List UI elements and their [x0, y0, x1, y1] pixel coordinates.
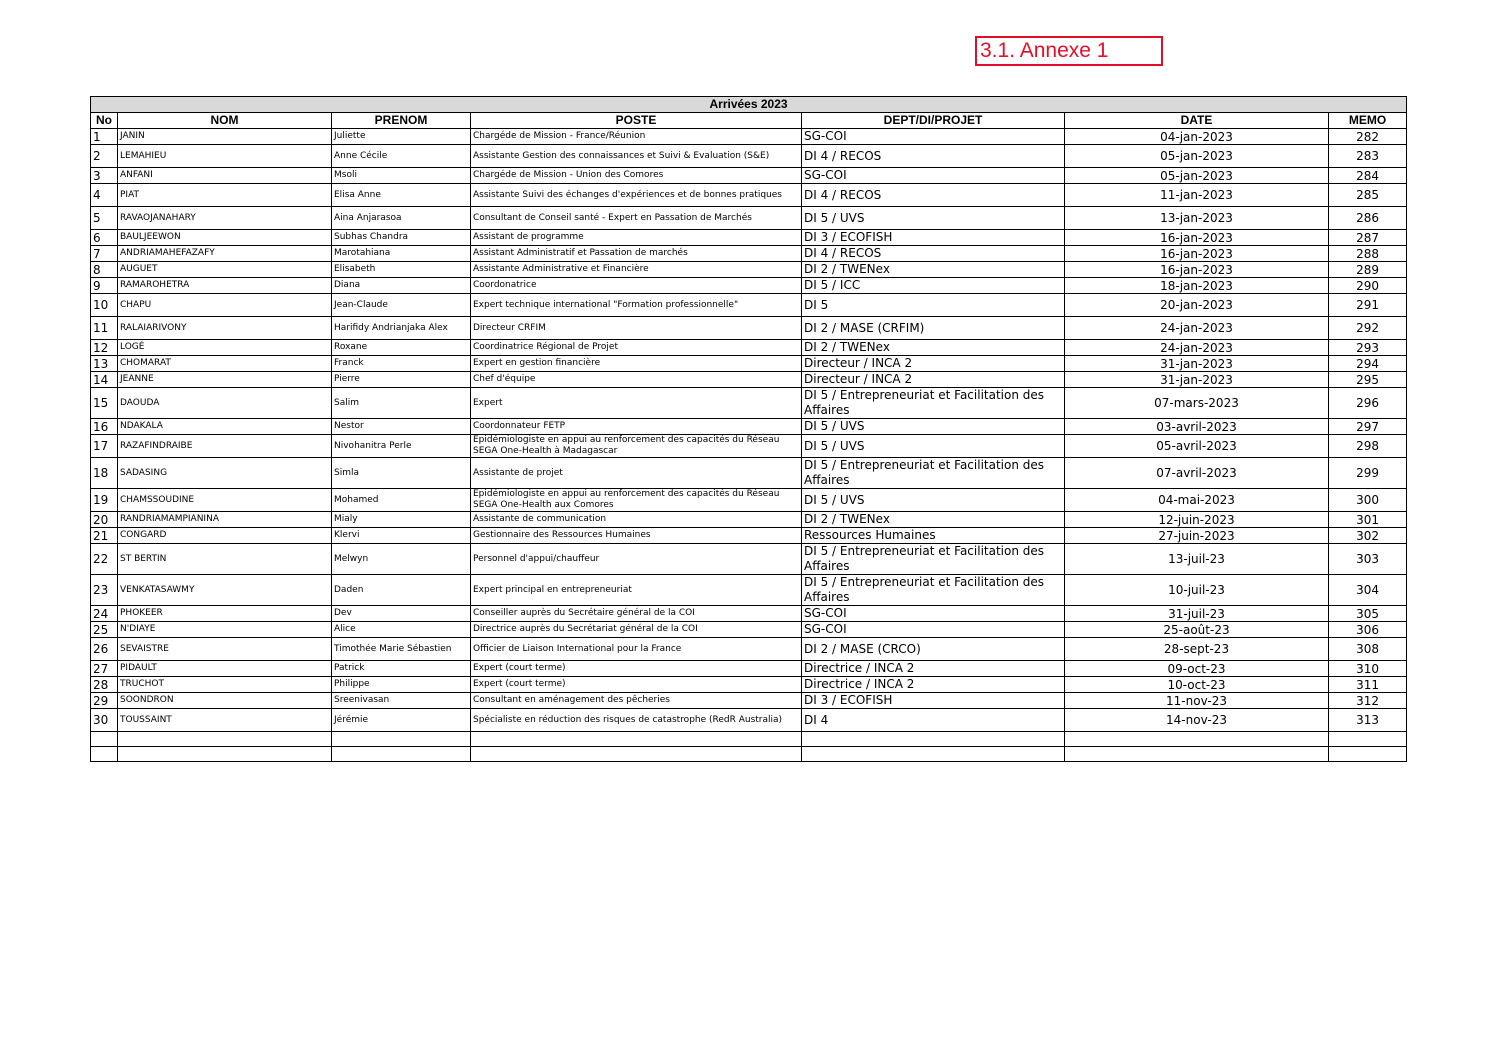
cell-nom: CHAPU [118, 294, 332, 317]
empty-cell [1329, 747, 1407, 762]
cell-nom: CHOMARAT [118, 356, 332, 372]
cell-no: 9 [91, 278, 118, 294]
cell-date: 16-jan-2023 [1065, 246, 1329, 262]
cell-poste: Consultant en aménagement des pêcheries [471, 693, 802, 709]
table-row [91, 340, 1407, 356]
cell-memo: 302 [1329, 528, 1407, 544]
table-row [91, 677, 1407, 693]
cell-memo: 288 [1329, 246, 1407, 262]
cell-memo: 295 [1329, 372, 1407, 388]
cell-no: 30 [91, 709, 118, 732]
cell-date: 31-juil-23 [1065, 606, 1329, 622]
table-row [91, 693, 1407, 709]
cell-nom: DAOUDA [118, 388, 332, 419]
cell-nom: RAVAOJANAHARY [118, 207, 332, 230]
cell-no: 24 [91, 606, 118, 622]
cell-prenom: Elisa Anne [332, 184, 471, 207]
cell-dept: DI 5 / UVS [802, 419, 1065, 435]
cell-memo: 311 [1329, 677, 1407, 693]
cell-poste: Assistante Gestion des connaissances et Suivi & Evaluation (S&E) [471, 145, 802, 168]
cell-nom: SOONDRON [118, 693, 332, 709]
cell-nom: CONGARD [118, 528, 332, 544]
cell-date: 04-mai-2023 [1065, 489, 1329, 512]
cell-memo: 296 [1329, 388, 1407, 419]
cell-prenom: Melwyn [332, 544, 471, 575]
cell-poste: Coordinatrice Régional de Projet [471, 340, 802, 356]
arrivals-table [90, 96, 1407, 762]
cell-date: 13-jan-2023 [1065, 207, 1329, 230]
cell-dept: DI 2 / TWENex [802, 512, 1065, 528]
empty-cell [332, 747, 471, 762]
cell-nom: JANIN [118, 129, 332, 145]
cell-memo: 282 [1329, 129, 1407, 145]
cell-dept: DI 5 / UVS [802, 435, 1065, 458]
cell-no: 10 [91, 294, 118, 317]
cell-no: 17 [91, 435, 118, 458]
cell-date: 12-juin-2023 [1065, 512, 1329, 528]
cell-date: 25-août-23 [1065, 622, 1329, 638]
empty-row [91, 747, 1407, 762]
cell-poste: Consultant de Conseil santé - Expert en Passation de Marchés [471, 207, 802, 230]
cell-poste: Spécialiste en réduction des risques de catastrophe (RedR Australia) [471, 709, 802, 732]
cell-dept: DI 2 / TWENex [802, 262, 1065, 278]
cell-no: 19 [91, 489, 118, 512]
cell-dept: DI 4 / RECOS [802, 184, 1065, 207]
cell-date: 16-jan-2023 [1065, 262, 1329, 278]
cell-memo: 313 [1329, 709, 1407, 732]
cell-poste: Expert [471, 388, 802, 419]
cell-dept: DI 5 / UVS [802, 207, 1065, 230]
table-row [91, 207, 1407, 230]
cell-poste: Epidémiologiste en appui au renforcement des capacités du Réseau SEGA One-Health à Madagascar [471, 435, 802, 458]
cell-date: 24-jan-2023 [1065, 317, 1329, 340]
cell-poste: Expert (court terme) [471, 677, 802, 693]
cell-poste: Expert en gestion financière [471, 356, 802, 372]
cell-prenom: Diana [332, 278, 471, 294]
cell-prenom: Mohamed [332, 489, 471, 512]
annex-label: 3.1. Annexe 1 [975, 36, 1163, 66]
cell-no: 22 [91, 544, 118, 575]
table-row [91, 372, 1407, 388]
cell-poste: Chargéde de Mission - Union des Comores [471, 168, 802, 184]
cell-dept: DI 4 / RECOS [802, 145, 1065, 168]
cell-no: 6 [91, 230, 118, 246]
cell-memo: 306 [1329, 622, 1407, 638]
table-body [91, 129, 1407, 762]
cell-memo: 300 [1329, 489, 1407, 512]
cell-no: 14 [91, 372, 118, 388]
cell-dept: DI 3 / ECOFISH [802, 230, 1065, 246]
cell-prenom: Simla [332, 458, 471, 489]
cell-dept: DI 5 / Entrepreneuriat et Facilitation des Affaires [802, 458, 1065, 489]
cell-memo: 291 [1329, 294, 1407, 317]
cell-dept: DI 5 / UVS [802, 489, 1065, 512]
cell-memo: 290 [1329, 278, 1407, 294]
cell-poste: Assistante Suivi des échanges d'expériences et de bonnes pratiques [471, 184, 802, 207]
cell-date: 11-jan-2023 [1065, 184, 1329, 207]
table-row [91, 294, 1407, 317]
cell-no: 26 [91, 638, 118, 661]
cell-poste: Epidémiologiste en appui au renforcement des capacités du Réseau SEGA One-Health aux Comores [471, 489, 802, 512]
cell-memo: 292 [1329, 317, 1407, 340]
cell-date: 10-juil-23 [1065, 575, 1329, 606]
cell-prenom: Philippe [332, 677, 471, 693]
cell-nom: SADASING [118, 458, 332, 489]
table-row [91, 356, 1407, 372]
cell-poste: Coordonatrice [471, 278, 802, 294]
cell-memo: 294 [1329, 356, 1407, 372]
cell-no: 29 [91, 693, 118, 709]
table-row [91, 262, 1407, 278]
cell-no: 18 [91, 458, 118, 489]
cell-no: 23 [91, 575, 118, 606]
cell-no: 28 [91, 677, 118, 693]
cell-nom: LEMAHIEU [118, 145, 332, 168]
cell-date: 14-nov-23 [1065, 709, 1329, 732]
cell-nom: TRUCHOT [118, 677, 332, 693]
table-row [91, 458, 1407, 489]
cell-prenom: Harifidy Andrianjaka Alex [332, 317, 471, 340]
cell-dept: DI 5 / Entrepreneuriat et Facilitation des Affaires [802, 575, 1065, 606]
cell-nom: PIDAULT [118, 661, 332, 677]
cell-prenom: Pierre [332, 372, 471, 388]
table-row [91, 388, 1407, 419]
table-row [91, 622, 1407, 638]
cell-nom: AUGUET [118, 262, 332, 278]
empty-cell [802, 747, 1065, 762]
cell-no: 11 [91, 317, 118, 340]
cell-poste: Directeur CRFIM [471, 317, 802, 340]
cell-memo: 289 [1329, 262, 1407, 278]
cell-date: 04-jan-2023 [1065, 129, 1329, 145]
cell-dept: SG-COI [802, 168, 1065, 184]
header-memo: MEMO [1329, 113, 1407, 129]
cell-poste: Directrice auprès du Secrétariat général de la COI [471, 622, 802, 638]
cell-prenom: Nestor [332, 419, 471, 435]
cell-dept: Ressources Humaines [802, 528, 1065, 544]
cell-dept: DI 5 / Entrepreneuriat et Facilitation des Affaires [802, 388, 1065, 419]
cell-nom: RANDRIAMAMPIANINA [118, 512, 332, 528]
cell-no: 25 [91, 622, 118, 638]
empty-cell [118, 747, 332, 762]
cell-nom: LOGÉ [118, 340, 332, 356]
cell-poste: Assistant Administratif et Passation de marchés [471, 246, 802, 262]
cell-dept: SG-COI [802, 606, 1065, 622]
cell-memo: 303 [1329, 544, 1407, 575]
cell-nom: RALAIARIVONY [118, 317, 332, 340]
table-row [91, 606, 1407, 622]
table-row [91, 435, 1407, 458]
header-date: DATE [1065, 113, 1329, 129]
cell-prenom: Salim [332, 388, 471, 419]
cell-dept: SG-COI [802, 622, 1065, 638]
cell-nom: CHAMSSOUDINE [118, 489, 332, 512]
empty-cell [1065, 747, 1329, 762]
empty-cell [471, 732, 802, 747]
cell-poste: Conseiller auprès du Secrétaire général de la COI [471, 606, 802, 622]
cell-no: 1 [91, 129, 118, 145]
header-prenom: PRENOM [332, 113, 471, 129]
cell-memo: 293 [1329, 340, 1407, 356]
cell-prenom: Patrick [332, 661, 471, 677]
cell-prenom: Jean-Claude [332, 294, 471, 317]
cell-nom: N'DIAYE [118, 622, 332, 638]
cell-poste: Assistante Administrative et Financière [471, 262, 802, 278]
table-row [91, 575, 1407, 606]
cell-no: 4 [91, 184, 118, 207]
table-row [91, 709, 1407, 732]
cell-nom: RAMAROHETRA [118, 278, 332, 294]
table-row [91, 278, 1407, 294]
cell-memo: 287 [1329, 230, 1407, 246]
table-row [91, 317, 1407, 340]
cell-prenom: Timothée Marie Sébastien [332, 638, 471, 661]
cell-prenom: Aina Anjarasoa [332, 207, 471, 230]
cell-poste: Coordonnateur FETP [471, 419, 802, 435]
cell-nom: PHOKEER [118, 606, 332, 622]
cell-prenom: Subhas Chandra [332, 230, 471, 246]
table-row [91, 145, 1407, 168]
table-row [91, 419, 1407, 435]
cell-prenom: Jérémie [332, 709, 471, 732]
cell-prenom: Dev [332, 606, 471, 622]
cell-prenom: Nivohanitra Perle [332, 435, 471, 458]
cell-date: 10-oct-23 [1065, 677, 1329, 693]
cell-prenom: Franck [332, 356, 471, 372]
table-row [91, 168, 1407, 184]
cell-date: 11-nov-23 [1065, 693, 1329, 709]
cell-prenom: Roxane [332, 340, 471, 356]
cell-memo: 298 [1329, 435, 1407, 458]
cell-poste: Chef d'équipe [471, 372, 802, 388]
table-row [91, 246, 1407, 262]
cell-date: 28-sept-23 [1065, 638, 1329, 661]
cell-memo: 285 [1329, 184, 1407, 207]
cell-nom: ST BERTIN [118, 544, 332, 575]
cell-memo: 286 [1329, 207, 1407, 230]
cell-prenom: Juliette [332, 129, 471, 145]
table-row [91, 544, 1407, 575]
cell-date: 07-avril-2023 [1065, 458, 1329, 489]
cell-no: 16 [91, 419, 118, 435]
cell-date: 03-avril-2023 [1065, 419, 1329, 435]
header-dept: DEPT/DI/PROJET [802, 113, 1065, 129]
empty-cell [118, 732, 332, 747]
table-row [91, 489, 1407, 512]
cell-poste: Assistante de projet [471, 458, 802, 489]
table-row [91, 638, 1407, 661]
empty-cell [332, 732, 471, 747]
cell-nom: SEVAISTRE [118, 638, 332, 661]
cell-nom: PIAT [118, 184, 332, 207]
cell-poste: Gestionnaire des Ressources Humaines [471, 528, 802, 544]
cell-prenom: Elisabeth [332, 262, 471, 278]
cell-no: 3 [91, 168, 118, 184]
cell-poste: Assistante de communication [471, 512, 802, 528]
cell-no: 13 [91, 356, 118, 372]
cell-date: 18-jan-2023 [1065, 278, 1329, 294]
cell-no: 5 [91, 207, 118, 230]
cell-memo: 310 [1329, 661, 1407, 677]
cell-memo: 304 [1329, 575, 1407, 606]
cell-no: 12 [91, 340, 118, 356]
cell-prenom: Msoli [332, 168, 471, 184]
cell-dept: DI 2 / TWENex [802, 340, 1065, 356]
table-row [91, 528, 1407, 544]
cell-dept: Directrice / INCA 2 [802, 661, 1065, 677]
cell-dept: Directrice / INCA 2 [802, 677, 1065, 693]
cell-memo: 283 [1329, 145, 1407, 168]
cell-poste: Officier de Liaison International pour la France [471, 638, 802, 661]
header-no: No [91, 113, 118, 129]
cell-date: 24-jan-2023 [1065, 340, 1329, 356]
cell-nom: VENKATASAWMY [118, 575, 332, 606]
cell-nom: ANFANI [118, 168, 332, 184]
cell-no: 15 [91, 388, 118, 419]
cell-poste: Expert technique international "Formation professionnelle" [471, 294, 802, 317]
cell-date: 31-jan-2023 [1065, 356, 1329, 372]
cell-nom: JEANNE [118, 372, 332, 388]
cell-prenom: Sreenivasan [332, 693, 471, 709]
cell-prenom: Daden [332, 575, 471, 606]
cell-dept: SG-COI [802, 129, 1065, 145]
cell-nom: ANDRIAMAHEFAZAFY [118, 246, 332, 262]
cell-date: 05-jan-2023 [1065, 168, 1329, 184]
header-nom: NOM [118, 113, 332, 129]
cell-prenom: Marotahiana [332, 246, 471, 262]
cell-date: 05-avril-2023 [1065, 435, 1329, 458]
cell-dept: DI 2 / MASE (CRFIM) [802, 317, 1065, 340]
cell-no: 21 [91, 528, 118, 544]
cell-dept: DI 4 / RECOS [802, 246, 1065, 262]
cell-nom: BAULJEEWON [118, 230, 332, 246]
cell-prenom: Anne Cécile [332, 145, 471, 168]
cell-date: 31-jan-2023 [1065, 372, 1329, 388]
cell-dept: DI 5 / ICC [802, 278, 1065, 294]
cell-no: 7 [91, 246, 118, 262]
cell-poste: Personnel d'appui/chauffeur [471, 544, 802, 575]
table-title: Arrivées 2023 [91, 97, 1407, 113]
table-row [91, 129, 1407, 145]
cell-memo: 299 [1329, 458, 1407, 489]
cell-no: 27 [91, 661, 118, 677]
cell-prenom: Alice [332, 622, 471, 638]
cell-date: 13-juil-23 [1065, 544, 1329, 575]
cell-dept: DI 5 / Entrepreneuriat et Facilitation des Affaires [802, 544, 1065, 575]
cell-date: 27-juin-2023 [1065, 528, 1329, 544]
cell-date: 20-jan-2023 [1065, 294, 1329, 317]
empty-cell [802, 732, 1065, 747]
cell-poste: Chargéde de Mission - France/Réunion [471, 129, 802, 145]
empty-cell [1065, 732, 1329, 747]
cell-dept: Directeur / INCA 2 [802, 372, 1065, 388]
empty-cell [91, 732, 118, 747]
cell-no: 8 [91, 262, 118, 278]
cell-dept: DI 5 [802, 294, 1065, 317]
cell-dept: DI 4 [802, 709, 1065, 732]
cell-prenom: Mialy [332, 512, 471, 528]
cell-nom: NDAKALA [118, 419, 332, 435]
empty-cell [91, 747, 118, 762]
table-row [91, 184, 1407, 207]
cell-date: 05-jan-2023 [1065, 145, 1329, 168]
cell-date: 07-mars-2023 [1065, 388, 1329, 419]
cell-dept: DI 3 / ECOFISH [802, 693, 1065, 709]
cell-date: 16-jan-2023 [1065, 230, 1329, 246]
table-row [91, 661, 1407, 677]
cell-nom: TOUSSAINT [118, 709, 332, 732]
cell-memo: 308 [1329, 638, 1407, 661]
cell-memo: 312 [1329, 693, 1407, 709]
cell-no: 2 [91, 145, 118, 168]
header-poste: POSTE [471, 113, 802, 129]
cell-poste: Assistant de programme [471, 230, 802, 246]
table-row [91, 230, 1407, 246]
cell-dept: DI 2 / MASE (CRCO) [802, 638, 1065, 661]
cell-poste: Expert principal en entrepreneuriat [471, 575, 802, 606]
cell-nom: RAZAFINDRAIBE [118, 435, 332, 458]
cell-memo: 297 [1329, 419, 1407, 435]
empty-cell [471, 747, 802, 762]
cell-memo: 305 [1329, 606, 1407, 622]
cell-prenom: Klervi [332, 528, 471, 544]
table-row [91, 512, 1407, 528]
cell-no: 20 [91, 512, 118, 528]
cell-date: 09-oct-23 [1065, 661, 1329, 677]
empty-cell [1329, 732, 1407, 747]
cell-memo: 284 [1329, 168, 1407, 184]
cell-dept: Directeur / INCA 2 [802, 356, 1065, 372]
cell-poste: Expert (court terme) [471, 661, 802, 677]
cell-memo: 301 [1329, 512, 1407, 528]
empty-row [91, 732, 1407, 747]
